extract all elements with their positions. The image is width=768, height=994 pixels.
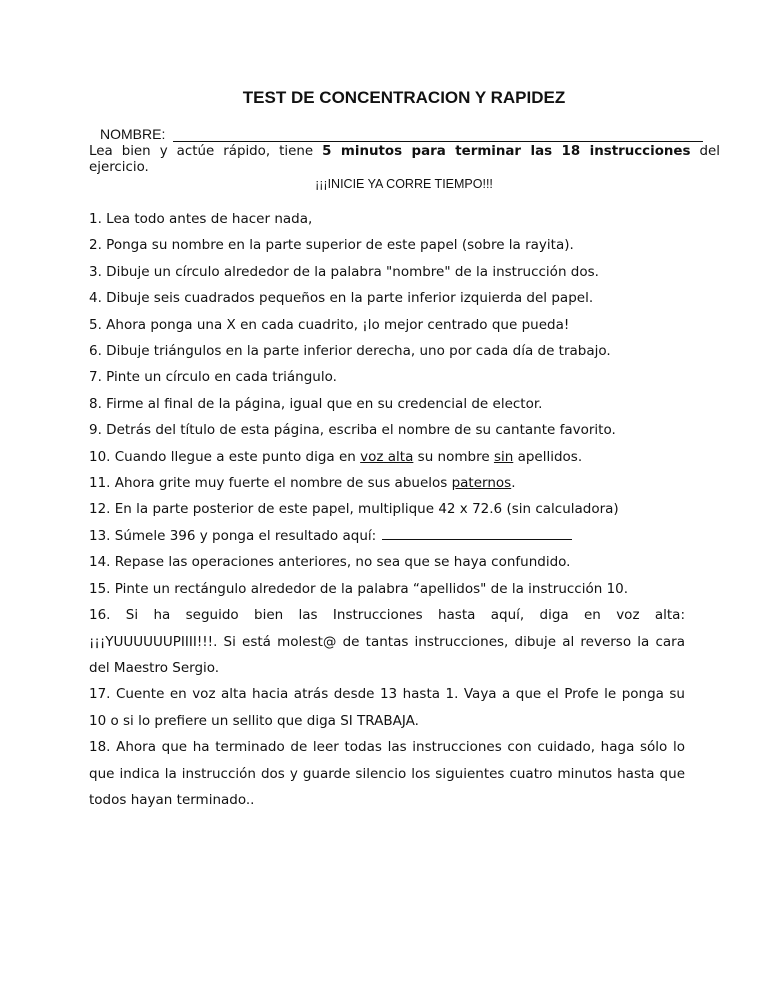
- instruction-item: [89, 470, 685, 496]
- instruction-item: 18. Ahora que ha terminado de leer todas las instrucciones con cuidado, haga sólo lo que indica la instrucción dos y guarde silencio los siguientes cuatro minutos hasta que todos hayan terminado..: [89, 739, 685, 808]
- instruction-item: 2. Ponga su nombre en la parte superior de este papel (sobre la rayita).: [89, 237, 574, 254]
- name-field-row: [100, 126, 703, 142]
- instruction-text: 10. Cuando llegue a este punto diga en: [89, 448, 361, 465]
- instruction-list: [89, 206, 685, 813]
- instruction-item: [89, 444, 685, 470]
- instruction-item: 4. Dibuje seis cuadrados pequeños en la parte inferior izquierda del papel.: [89, 290, 594, 307]
- lead-text-end: del ejercicio.: [89, 144, 720, 175]
- start-now-banner: ¡¡¡INICIE YA CORRE TIEMPO!!!: [315, 177, 493, 191]
- instruction-text: su nombre: [413, 448, 494, 465]
- instruction-item: 15. Pinte un rectángulo alrededor de la palabra “apellidos" de la instrucción 10.: [89, 580, 629, 597]
- underlined-text: voz alta: [360, 448, 414, 465]
- instruction-item: 5. Ahora ponga una X en cada cuadrito, ¡lo mejor centrado que pueda!: [89, 316, 570, 333]
- instruction-text: .: [511, 475, 516, 492]
- lead-bold-text: 5 minutos para terminar las 18 instrucciones: [322, 144, 691, 159]
- instruction-text: 11. Ahora grite muy fuerte el nombre de sus abuelos: [89, 475, 452, 492]
- instruction-item: 12. En la parte posterior de este papel, multiplique 42 x 72.6 (sin calculadora): [89, 501, 619, 518]
- instruction-item: 1. Lea todo antes de hacer nada,: [89, 211, 313, 227]
- instruction-item: 8. Firme al final de la página, igual que en su credencial de elector.: [89, 395, 543, 412]
- underlined-text: paternos: [451, 475, 512, 492]
- underlined-text: sin: [493, 448, 514, 465]
- instruction-item: 6. Dibuje triángulos en la parte inferior derecha, uno por cada día de trabajo.: [89, 343, 611, 360]
- instruction-item: 14. Repase las operaciones anteriores, no sea que se haya confundido.: [89, 554, 571, 571]
- instruction-item: 16. Si ha seguido bien las Instrucciones hasta aquí, diga en voz alta: ¡¡¡YUUUUUUPIIII!!!. Si está molest@ de tantas instrucciones, dibuje al reverso la cara del Maestro Sergio.: [89, 607, 685, 676]
- instruction-item: 17. Cuente en voz alta hacia atrás desde 13 hasta 1. Vaya a que el Profe le ponga su 10 o si lo prefiere un sellito que diga SI TRABAJA.: [89, 686, 685, 729]
- instruction-text: apellidos.: [513, 448, 583, 465]
- instructions-lead: [89, 144, 720, 176]
- instruction-text: 13. Súmele 396 y ponga el resultado aquí:: [89, 527, 377, 544]
- page-title: TEST DE CONCENTRACION Y RAPIDEZ: [242, 88, 566, 107]
- answer-blank-line: [382, 527, 572, 540]
- instruction-item: 9. Detrás del título de esta página, escriba el nombre de su cantante favorito.: [89, 422, 616, 439]
- lead-text-start: Lea bien y actúe rápido, tiene: [89, 144, 323, 159]
- name-label: NOMBRE:: [100, 126, 166, 142]
- instruction-item: 3. Dibuje un círculo alrededor de la palabra "nombre" de la instrucción dos.: [89, 263, 599, 280]
- instruction-item: 7. Pinte un círculo en cada triángulo.: [89, 369, 337, 386]
- name-blank-line: [173, 127, 703, 142]
- instruction-item: [89, 523, 685, 549]
